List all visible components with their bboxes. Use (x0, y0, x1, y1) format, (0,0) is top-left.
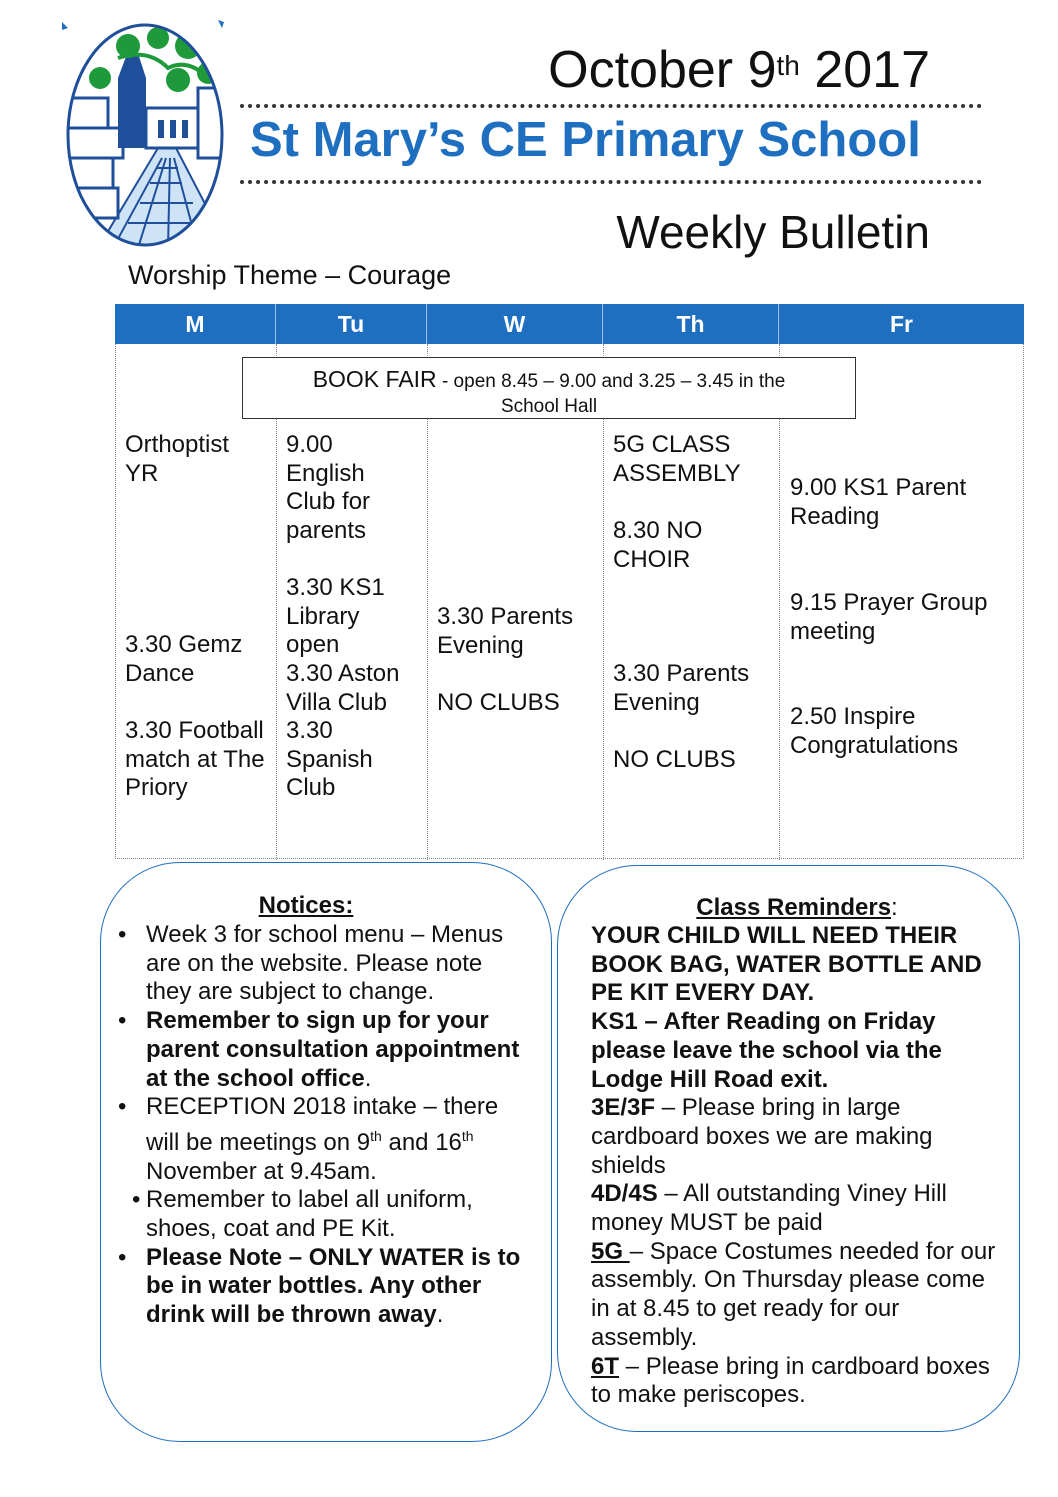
bullet-icon: • (118, 1093, 127, 1121)
class-reminders-list (591, 922, 1001, 1410)
heading-text: : (891, 894, 898, 921)
reminder-item (591, 1353, 1001, 1410)
notice-text: Remember to sign up for your parent consultation appointment at the school office (146, 1007, 520, 1092)
fri-event-ks1-reading: 9.00 KS1 Parent Reading (790, 474, 967, 530)
day-header-thu: Th (603, 304, 779, 344)
mon-event-gemz: 3.30 Gemz Dance (125, 631, 243, 687)
tue-event-english-club: 9.00 English Club for parents (286, 431, 371, 545)
reminder-item: KS1 – After Reading on Friday please leave the school via the Lodge Hill Road exit. (591, 1008, 942, 1093)
tue-event-spanish: 3.30 Spanish Club (286, 717, 373, 802)
book-fair-banner (242, 357, 856, 419)
column-divider (276, 344, 277, 860)
column-divider (427, 344, 428, 860)
wed-event-parents-evening: 3.30 Parents Evening (437, 603, 574, 659)
notice-item (118, 1093, 528, 1186)
day-header-fri: Fr (890, 311, 913, 337)
book-fair-location: School Hall (500, 396, 598, 417)
wed-event-no-clubs: NO CLUBS (437, 689, 560, 716)
notice-text: RECEPTION 2018 intake – there will be meetings on 9 (146, 1093, 499, 1156)
school-crest-icon (58, 18, 228, 248)
dotted-divider-top (240, 104, 982, 108)
class-label: 4D/4S (591, 1180, 658, 1208)
bullet-icon: • (118, 1007, 127, 1035)
bullet-icon: • (132, 1186, 141, 1214)
class-reminders-heading (592, 894, 1002, 923)
heading-text: Class Reminders (696, 894, 892, 921)
mon-event-football: 3.30 Football match at The Priory (125, 717, 265, 802)
notice-text: th (370, 1127, 382, 1144)
notices-list (118, 921, 528, 1330)
reminder-text: – Please bring in cardboard boxes to make periscopes. (591, 1352, 990, 1409)
fri-event-prayer-group: 9.15 Prayer Group meeting (790, 589, 988, 645)
school-name: St Mary’s CE Primary School (250, 113, 921, 167)
day-header-tue: Tu (276, 304, 427, 344)
class-label: 3E/3F (591, 1094, 656, 1122)
notice-text: and 16 (381, 1128, 462, 1156)
bulletin-date: October 9th 2017 (548, 41, 930, 99)
class-label: 6T (591, 1352, 620, 1380)
thu-event-parents-evening: 3.30 Parents Evening (613, 660, 750, 716)
day-header-wed: W (427, 304, 603, 344)
reminder-item (591, 1180, 1001, 1237)
notice-text: November at 9.45am. (146, 1157, 377, 1185)
thu-event-no-clubs: NO CLUBS (613, 746, 736, 773)
reminder-text: – All outstanding Viney Hill money MUST be paid (591, 1180, 947, 1237)
school-logo (58, 18, 228, 248)
thu-event-assembly: 5G CLASS ASSEMBLY (613, 431, 741, 487)
reminder-item: YOUR CHILD WILL NEED THEIR BOOK BAG, WATER BOTTLE AND PE KIT EVERY DAY. (591, 922, 982, 1007)
reminder-item (591, 1238, 1001, 1353)
timetable-header (115, 304, 1024, 344)
notice-text: . (436, 1301, 444, 1329)
notice-text: th (461, 1127, 474, 1144)
bullet-icon: • (118, 921, 127, 948)
fri-event-inspire: 2.50 Inspire Congratulations (790, 703, 959, 759)
notice-item (118, 1244, 528, 1330)
dotted-divider-bottom (240, 180, 982, 184)
notice-text: Week 3 for school menu – Menus are on the website. Please note they are subject to change. (146, 921, 504, 1006)
tue-event-aston-villa: 3.30 Aston Villa Club (286, 660, 400, 716)
book-fair-title: BOOK FAIR (312, 366, 437, 392)
class-label: 5G (591, 1237, 630, 1265)
notices-heading: Notices: (258, 892, 354, 919)
column-divider (603, 344, 604, 860)
reminder-text: – Space Costumes needed for our assembly. On Thursday please come in at 8.45 to get ready for our assembly. (591, 1237, 996, 1351)
day-header-mon: M (115, 304, 276, 344)
book-fair-times: - open 8.45 – 9.00 and 3.25 – 3.45 in the (436, 371, 786, 392)
reminder-item (591, 1094, 1001, 1180)
worship-theme: Worship Theme – Courage (128, 260, 452, 290)
reminder-text: – Please bring in large cardboard boxes we are making shields (591, 1094, 933, 1179)
bullet-icon: • (118, 1243, 127, 1271)
column-divider (779, 344, 780, 860)
notice-item (118, 921, 528, 1007)
notice-text: . (364, 1064, 372, 1092)
mon-event-orthoptist: Orthoptist YR (125, 431, 230, 487)
bulletin-title: Weekly Bulletin (616, 206, 930, 258)
notice-text: Please Note – ONLY WATER is to be in water bottles. Any other drink will be thrown away (146, 1243, 521, 1329)
tue-event-library: 3.30 KS1 Library open (286, 574, 385, 659)
notice-text: Remember to label all uniform, shoes, coat and PE Kit. (146, 1186, 473, 1243)
notice-item (118, 1007, 528, 1093)
notice-item (118, 1186, 528, 1243)
thu-event-no-choir: 8.30 NO CHOIR (613, 517, 703, 573)
